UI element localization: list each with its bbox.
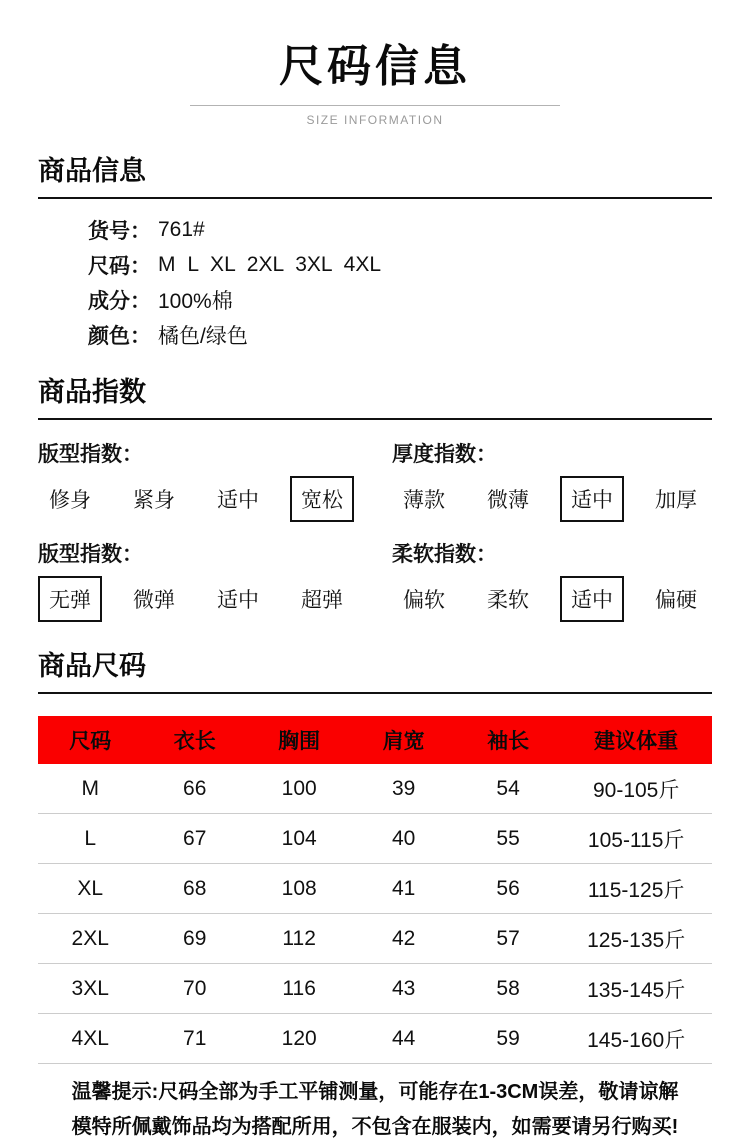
index-options xyxy=(392,476,728,522)
info-value: M L XL 2XL 3XL 4XL xyxy=(158,252,382,276)
header-cell-sleeve: 袖长 xyxy=(487,730,530,753)
index-option-selected: 无弹 xyxy=(38,576,102,622)
index-group-fit xyxy=(38,438,374,522)
index-option-selected: 宽松 xyxy=(290,476,354,522)
info-row-color xyxy=(88,317,712,352)
table-cell: 115-125斤 xyxy=(587,878,685,902)
table-cell: 2XL xyxy=(71,926,109,950)
info-label: 货号： xyxy=(88,219,151,243)
table-cell: 39 xyxy=(391,776,416,800)
table-cell: 68 xyxy=(183,876,207,900)
size-table xyxy=(38,716,712,1064)
table-cell: 4XL xyxy=(71,1026,109,1050)
index-option: 偏软 xyxy=(403,589,445,612)
header-cell-size: 尺码 xyxy=(69,730,112,753)
table-cell: 58 xyxy=(496,976,520,1000)
table-cell: 104 xyxy=(281,826,317,850)
table-cell: 145-160斤 xyxy=(587,1028,686,1052)
table-cell: 57 xyxy=(496,926,520,950)
info-label: 尺码： xyxy=(88,254,151,278)
index-group-label: 版型指数： xyxy=(38,543,143,566)
product-index-heading: 商品指数 xyxy=(38,370,712,420)
table-cell: 125-135斤 xyxy=(587,928,686,952)
index-options xyxy=(38,576,374,622)
table-cell: XL xyxy=(77,876,104,900)
table-cell: 71 xyxy=(183,1026,207,1050)
table-cell: 42 xyxy=(391,926,416,950)
table-cell: 108 xyxy=(281,876,317,900)
index-option: 适中 xyxy=(217,589,259,612)
table-cell: 41 xyxy=(391,876,416,900)
index-options xyxy=(38,476,374,522)
size-chart-heading: 商品尺码 xyxy=(38,644,712,694)
table-cell: 116 xyxy=(282,976,316,1000)
info-label: 成分： xyxy=(88,289,151,313)
index-option: 柔软 xyxy=(487,589,529,612)
index-group-label: 厚度指数： xyxy=(392,443,497,466)
table-cell: 69 xyxy=(183,926,207,950)
index-option: 适中 xyxy=(217,489,259,512)
index-option: 紧身 xyxy=(133,489,175,512)
index-option: 偏硬 xyxy=(655,589,697,612)
index-group-label: 柔软指数： xyxy=(392,543,497,566)
info-row-composition xyxy=(88,282,712,317)
index-option: 微薄 xyxy=(487,489,529,512)
footer-note xyxy=(38,1075,712,1145)
table-cell: M xyxy=(81,776,99,800)
section-product-index xyxy=(38,370,712,622)
table-cell: 56 xyxy=(496,876,520,900)
table-cell: 43 xyxy=(391,976,416,1000)
table-cell: 105-115斤 xyxy=(587,828,685,852)
table-cell: 3XL xyxy=(71,976,109,1000)
page-subtitle: SIZE INFORMATION xyxy=(306,113,444,127)
table-cell: 112 xyxy=(282,926,316,950)
table-cell: 44 xyxy=(391,1026,416,1050)
title-divider xyxy=(190,105,560,106)
table-cell: 54 xyxy=(496,776,520,800)
header-cell-bust: 胸围 xyxy=(278,730,321,753)
table-cell: 70 xyxy=(183,976,207,1000)
footer-line: 模特所佩戴饰品均为搭配所用，不包含在服装内，如需要请另行购买! xyxy=(71,1116,679,1138)
section-product-info xyxy=(38,149,712,352)
table-cell: 55 xyxy=(496,826,520,850)
index-group-label: 版型指数： xyxy=(38,443,143,466)
index-group-elasticity xyxy=(38,538,374,622)
header-cell-length: 衣长 xyxy=(173,730,216,753)
table-cell: 135-145斤 xyxy=(587,978,686,1002)
index-option: 薄款 xyxy=(403,489,445,512)
header-cell-weight: 建议体重 xyxy=(594,730,679,753)
product-info-list xyxy=(88,212,712,352)
table-cell: 100 xyxy=(281,776,317,800)
index-option: 微弹 xyxy=(133,589,175,612)
index-grid xyxy=(38,438,712,622)
table-cell: L xyxy=(84,826,97,850)
info-value: 橘色/绿色 xyxy=(158,324,248,348)
table-row xyxy=(38,864,712,914)
info-value: 100%棉 xyxy=(158,289,233,313)
table-row xyxy=(38,1014,712,1064)
index-option: 修身 xyxy=(49,489,91,512)
index-option: 超弹 xyxy=(301,589,343,612)
footer-line: 温馨提示:尺码全部为手工平铺测量，可能存在1-3CM误差，敬请谅解 xyxy=(71,1081,679,1103)
index-group-thickness xyxy=(374,438,728,522)
table-row xyxy=(38,914,712,964)
table-cell: 67 xyxy=(183,826,207,850)
header-cell-shoulder: 肩宽 xyxy=(382,730,425,753)
table-cell: 90-105斤 xyxy=(592,778,680,802)
table-row xyxy=(38,814,712,864)
size-table-header-row xyxy=(38,716,712,764)
info-row-sizes xyxy=(88,247,712,282)
index-option-selected: 适中 xyxy=(560,576,624,622)
page-header xyxy=(0,0,750,127)
page-title: 尺码信息 xyxy=(279,42,471,91)
info-value: 761# xyxy=(158,217,205,241)
table-row xyxy=(38,964,712,1014)
index-option-selected: 适中 xyxy=(560,476,624,522)
table-cell: 66 xyxy=(183,776,207,800)
section-size-chart xyxy=(38,644,712,1064)
index-option: 加厚 xyxy=(655,489,697,512)
info-row-item-number xyxy=(88,212,712,247)
product-info-heading: 商品信息 xyxy=(38,149,712,199)
table-cell: 40 xyxy=(391,826,416,850)
info-label: 颜色： xyxy=(88,324,151,348)
index-group-softness xyxy=(374,538,728,622)
table-cell: 59 xyxy=(496,1026,520,1050)
index-options xyxy=(392,576,728,622)
table-cell: 120 xyxy=(281,1026,317,1050)
page-content xyxy=(0,149,750,1145)
table-row xyxy=(38,764,712,814)
